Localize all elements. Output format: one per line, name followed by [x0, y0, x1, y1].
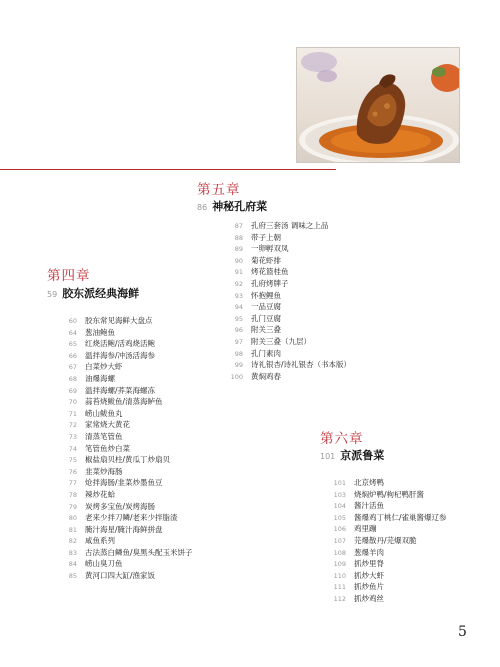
toc-entry: [221, 255, 351, 267]
toc-entry-page: 71: [68, 409, 77, 418]
toc-entry: [324, 512, 447, 524]
toc-entry-page: 93: [234, 291, 243, 300]
toc-entry: [55, 373, 193, 385]
toc-entry-title: 带子上朝: [251, 232, 281, 242]
toc-entry-title: 葱油鲍鱼: [85, 327, 115, 337]
toc-entry: [324, 547, 447, 559]
toc-entry: [55, 396, 193, 408]
toc-entry: [221, 324, 351, 336]
toc-entry-title: 抓炒鸡丝: [354, 593, 384, 603]
toc-entry-title: 葱爆羊肉: [354, 547, 384, 557]
toc-entry-page: 68: [68, 374, 77, 383]
toc-entry-page: 97: [234, 337, 243, 346]
toc-entry: [221, 313, 351, 325]
chapter4-heading: [47, 285, 139, 301]
toc-entry: [221, 232, 351, 244]
toc-entry-page: 110: [333, 571, 346, 580]
chapter6-title: 第六章: [320, 431, 364, 447]
toc-entry: [55, 385, 193, 397]
toc-entry-title: 黄河口四大缸/渔家饭: [85, 571, 156, 581]
toc-entry-title: 辣炒花蛤: [85, 489, 115, 499]
toc-entry: [324, 500, 447, 512]
toc-entry-title: 温拌海参/冲汤活海参: [85, 350, 156, 360]
toc-entry-page: 72: [68, 421, 77, 430]
toc-entry-page: 77: [68, 479, 77, 488]
toc-entry-title: 附关三叠: [251, 325, 281, 335]
toc-entry-page: 108: [333, 548, 346, 557]
toc-entry-title: 一卵孵双凤: [251, 244, 289, 254]
toc-entry-title: 诗礼银杏/诗礼银杏（书本版）: [251, 360, 352, 370]
toc-entry-page: 105: [333, 513, 346, 522]
toc-entry-title: 烧焖炉鸭/枸杞鸭肝酱: [354, 489, 425, 499]
toc-entry-page: 73: [68, 432, 77, 441]
toc-entry-page: 95: [234, 314, 243, 323]
toc-entry-title: 北京烤鸭: [354, 478, 384, 487]
red-divider-line: [0, 169, 336, 170]
toc-entry-title: 抓炒大虾: [354, 570, 384, 580]
toc-entry-title: 红烧活鲍/活鸡烧活鲍: [85, 339, 156, 349]
toc-entry: [221, 301, 351, 313]
toc-entry-page: 87: [234, 222, 243, 230]
toc-entry-title: 孔门豆腐: [251, 313, 281, 323]
toc-entry: [55, 431, 193, 443]
toc-entry-title: 炝拌海肠/韭菜炒墨鱼豆: [85, 478, 163, 488]
toc-entry: [55, 315, 193, 327]
toc-entry-title: 腌汁海星/腌汁海鲜拼盘: [85, 524, 163, 534]
chapter6-page-number: 101: [320, 452, 336, 461]
chapter4-list: [55, 315, 193, 582]
toc-entry-page: 101: [333, 479, 346, 487]
toc-entry-title: 黄焖鸡春: [251, 371, 281, 381]
toc-entry: [221, 371, 351, 383]
chapter6-name: 京派鲁菜: [340, 449, 385, 462]
chapter4-page-number: 59: [47, 290, 58, 299]
toc-entry-title: 油爆海螺: [85, 373, 115, 383]
toc-entry-page: 67: [68, 363, 77, 372]
toc-entry-page: 98: [234, 349, 243, 358]
toc-entry-title: 温拌海螺/荞菜海螺冻: [85, 385, 156, 395]
toc-entry-title: 鸡里蹦: [354, 524, 377, 534]
toc-entry-page: 60: [68, 317, 77, 325]
toc-entry-title: 孔府三套汤 调味之上品: [251, 221, 329, 230]
toc-entry: [55, 408, 193, 420]
toc-entry-title: 酱爆鸡丁桃仁/雀巢酱爆辽参: [354, 512, 447, 522]
toc-entry-title: 笔管鱼炒白菜: [85, 443, 130, 453]
toc-entry: [221, 348, 351, 360]
toc-entry-title: 怀抱鲤鱼: [251, 290, 281, 300]
toc-entry-title: 孔门素肉: [251, 348, 281, 358]
toc-entry: [55, 327, 193, 339]
toc-entry-page: 70: [68, 398, 77, 407]
toc-entry-title: 崂山臭刀鱼: [85, 559, 123, 569]
toc-entry-title: 附关三叠（九层）: [251, 336, 311, 346]
toc-entry-title: 白菜炒大虾: [85, 362, 123, 372]
toc-entry-title: 抓炒里脊: [354, 559, 384, 569]
toc-entry-title: 炭烤多宝鱼/炭烤海肠: [85, 501, 156, 511]
toc-entry-page: 83: [68, 548, 77, 557]
toc-entry: [55, 535, 193, 547]
toc-entry: [324, 477, 447, 489]
toc-entry-page: 76: [68, 467, 77, 476]
toc-entry-page: 104: [333, 502, 346, 511]
toc-entry-page: 106: [333, 525, 346, 534]
toc-entry-page: 88: [234, 233, 243, 242]
toc-entry: [221, 220, 351, 232]
toc-entry-title: 蒜苔烧鲅鱼/清蒸海鲈鱼: [85, 397, 163, 407]
toc-entry: [55, 524, 193, 536]
toc-entry-title: 椒盐扇贝柱/黄瓜丁炒扇贝: [85, 455, 171, 465]
dish-illustration: [297, 48, 460, 163]
toc-entry-page: 65: [68, 340, 77, 349]
toc-entry-title: 老来少拌刀鳞/老来少拌脂渣: [85, 513, 178, 523]
toc-entry-title: 清蒸笔管鱼: [85, 431, 123, 441]
toc-entry: [221, 290, 351, 302]
toc-entry: [221, 336, 351, 348]
toc-entry-page: 107: [333, 536, 346, 545]
toc-entry: [324, 489, 447, 501]
toc-entry: [55, 501, 193, 513]
chapter6-heading: [320, 447, 384, 463]
dish-photo: [296, 47, 460, 163]
toc-entry: [55, 350, 193, 362]
toc-entry: [221, 278, 351, 290]
toc-entry-title: 韭菜炒海肠: [85, 466, 123, 476]
toc-entry-page: 84: [68, 560, 77, 569]
toc-entry-title: 菊花虾排: [251, 255, 281, 265]
toc-entry-page: 75: [68, 456, 77, 465]
toc-entry: [55, 570, 193, 582]
toc-entry-page: 109: [333, 560, 346, 569]
toc-entry-page: 112: [333, 594, 346, 603]
toc-entry: [221, 243, 351, 255]
toc-entry-title: 酱汁活鱼: [354, 501, 384, 511]
chapter5-title: 第五章: [197, 182, 241, 198]
toc-entry-page: 91: [234, 268, 243, 277]
chapter6-list: [324, 477, 447, 605]
toc-entry-page: 85: [68, 572, 77, 581]
toc-entry: [55, 512, 193, 524]
toc-entry-title: 咸鱼系列: [85, 536, 115, 546]
toc-entry-title: 烤花篮桂鱼: [251, 267, 289, 277]
toc-entry-page: 74: [68, 444, 77, 453]
chapter5-name: 神秘孔府菜: [212, 200, 268, 213]
toc-entry-title: 一品豆腐: [251, 302, 281, 312]
toc-entry: [324, 535, 447, 547]
toc-entry: [221, 359, 351, 371]
toc-entry: [55, 477, 193, 489]
toc-entry: [55, 443, 193, 455]
toc-entry-title: 胶东常见海鲜大盘点: [85, 316, 153, 325]
toc-entry: [221, 266, 351, 278]
toc-entry: [55, 558, 193, 570]
toc-entry-page: 82: [68, 537, 77, 546]
toc-entry: [55, 489, 193, 501]
chapter4-name: 胶东派经典海鲜: [62, 287, 140, 300]
toc-entry-page: 90: [234, 256, 243, 265]
toc-entry-page: 92: [234, 279, 243, 288]
toc-entry-page: 69: [68, 386, 77, 395]
toc-entry-title: 崂山鲅鱼丸: [85, 408, 123, 418]
toc-entry-page: 111: [333, 583, 346, 592]
toc-entry-title: 抓炒鱼片: [354, 582, 384, 592]
toc-entry: [55, 419, 193, 431]
chapter5-list: [221, 220, 351, 382]
toc-entry-page: 78: [68, 490, 77, 499]
chapter4-title: 第四章: [47, 268, 91, 284]
toc-entry-page: 99: [234, 361, 243, 370]
toc-entry-page: 89: [234, 245, 243, 254]
toc-entry-page: 94: [234, 303, 243, 312]
toc-entry: [55, 547, 193, 559]
toc-entry: [324, 593, 447, 605]
toc-entry: [55, 338, 193, 350]
toc-entry-page: 96: [234, 326, 243, 335]
toc-entry-page: 66: [68, 351, 77, 360]
toc-entry-page: 100: [230, 372, 243, 381]
toc-entry-title: 芫爆散丹/芫爆双脆: [354, 535, 417, 545]
toc-entry: [324, 558, 447, 570]
toc-entry: [55, 361, 193, 373]
toc-entry-page: 81: [68, 525, 77, 534]
toc-entry-page: 64: [68, 328, 77, 337]
toc-entry-title: 古法蒸白鳞鱼/臭黑头配玉米饼子: [85, 547, 193, 557]
toc-entry-page: 103: [333, 490, 346, 499]
page-number: 5: [458, 624, 467, 640]
toc-entry-title: 孔府烤牌子: [251, 278, 289, 288]
toc-entry-page: 79: [68, 502, 77, 511]
toc-entry: [324, 570, 447, 582]
toc-entry: [55, 466, 193, 478]
chapter5-page-number: 86: [197, 203, 208, 212]
chapter5-heading: [197, 198, 267, 214]
toc-entry: [55, 454, 193, 466]
toc-entry-page: 80: [68, 514, 77, 523]
toc-entry: [324, 523, 447, 535]
toc-entry-title: 家常烧大黄花: [85, 420, 130, 430]
toc-entry: [324, 581, 447, 593]
